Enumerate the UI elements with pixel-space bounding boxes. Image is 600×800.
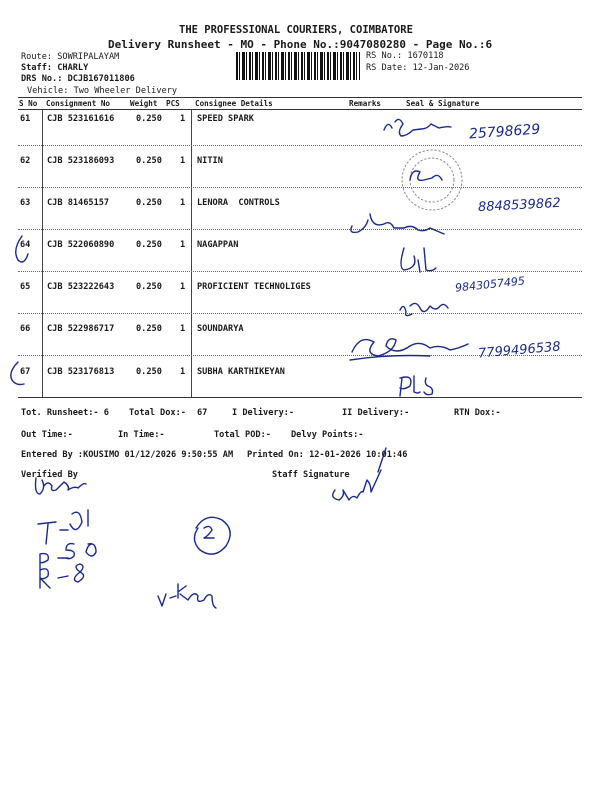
signature-64 — [401, 248, 436, 272]
circle-64 — [16, 236, 31, 262]
i-delivery: I Delivery:- — [232, 408, 295, 418]
row-consignment: CJB 523222643 — [47, 282, 115, 292]
row-consignee: PROFICIENT TECHNOLIGES — [197, 282, 311, 292]
row-consignment: CJB 523186093 — [47, 156, 115, 166]
entered-by: Entered By :KOUSIMO 01/12/2026 9:50:55 AM — [21, 450, 234, 460]
in-time: In Time:- — [118, 430, 165, 440]
handwritten-phone-66: 7799496538 — [477, 339, 562, 362]
drs-number: DRS No.: DCJB167011806 — [21, 74, 135, 84]
rs-date: RS Date: 12-Jan-2026 — [366, 63, 470, 73]
ii-delivery: II Delivery:- — [342, 408, 410, 418]
total-dox: Total Dox:- — [129, 408, 186, 418]
staff-signature-ink — [333, 448, 386, 500]
total-pod: Total POD:- — [214, 430, 271, 440]
company-name: THE PROFESSIONAL COURIERS, COIMBATORE — [179, 24, 413, 36]
row-consignment: CJB 522986717 — [47, 324, 115, 334]
row-pcs: 1 — [180, 198, 186, 208]
row-sno: 61 — [20, 114, 31, 124]
row-weight: 0.250 — [136, 156, 162, 166]
col-pcs: PCS — [166, 99, 180, 108]
tally-ink — [38, 510, 96, 588]
col-consignment: Consignment No — [46, 99, 111, 108]
row-pcs: 1 — [180, 114, 186, 124]
row-sno: 65 — [20, 282, 31, 292]
row-consignee: SPEED SPARK — [197, 114, 254, 124]
col-consignee: Consignee Details — [195, 99, 273, 108]
row-pcs: 1 — [180, 240, 186, 250]
runsheet-title: Delivery Runsheet - MO - Phone No.:9047080280 - Page No.:6 — [108, 38, 493, 51]
circled-number-ink — [194, 517, 230, 554]
row-weight: 0.250 — [136, 114, 162, 124]
row-consignee: LENORA CONTROLS — [197, 198, 280, 208]
col-sno: S No — [19, 99, 38, 108]
row-weight: 0.250 — [136, 198, 162, 208]
signature-66 — [352, 339, 468, 356]
col-weight: Weight — [130, 99, 158, 108]
signature-67 — [400, 376, 433, 396]
tot-runsheet: Tot. Runsheet:- 6 — [21, 408, 109, 418]
row-sno: 66 — [20, 324, 31, 334]
row-weight: 0.250 — [136, 324, 162, 334]
bottom-scribble — [158, 584, 216, 608]
handwritten-phone-61: 25798629 — [468, 121, 541, 143]
handwritten-phone-65: 9843057495 — [454, 274, 526, 295]
signature-61 — [384, 119, 451, 136]
row-pcs: 1 — [180, 324, 186, 334]
row-sno: 62 — [20, 156, 31, 166]
staff-signature-label: Staff Signature — [272, 470, 350, 480]
row-consignment: CJB 522060890 — [47, 240, 115, 250]
row-weight: 0.250 — [136, 240, 162, 250]
handwritten-phone-63: 8848539862 — [477, 195, 562, 216]
col-seal-signature: Seal & Signature — [406, 99, 480, 108]
circle-67 — [11, 362, 24, 385]
verified-by: Verified By — [21, 470, 78, 480]
total-dox-value: 67 — [197, 408, 208, 418]
signature-63 — [351, 214, 444, 234]
row-consignee: NITIN — [197, 156, 223, 166]
row-consignment: CJB 523161616 — [47, 114, 115, 124]
out-time: Out Time:- — [21, 430, 73, 440]
staff: Staff: CHARLY — [21, 63, 89, 73]
rs-number: RS No.: 1670118 — [366, 51, 444, 61]
row-consignee: SUBHA KARTHIKEYAN — [197, 367, 285, 377]
row-sno: 64 — [20, 240, 31, 250]
delvy-points: Delvy Points:- — [291, 430, 364, 440]
verified-signature — [36, 478, 87, 494]
row-weight: 0.250 — [136, 282, 162, 292]
printed-on: Printed On: 12-01-2026 10:01:46 — [247, 450, 408, 460]
signature-62 — [410, 171, 442, 180]
row-sno: 63 — [20, 198, 31, 208]
route: Route: SOWRIPALAYAM — [21, 52, 120, 62]
row-consignee: NAGAPPAN — [197, 240, 239, 250]
row-consignment: CJB 81465157 — [47, 198, 110, 208]
row-consignee: SOUNDARYA — [197, 324, 244, 334]
vehicle: Vehicle: Two Wheeler Delivery — [27, 86, 178, 96]
row-pcs: 1 — [180, 367, 186, 377]
row-pcs: 1 — [180, 282, 186, 292]
row-weight: 0.250 — [136, 367, 162, 377]
signature-65 — [400, 303, 448, 315]
rtn-dox: RTN Dox:- — [454, 408, 501, 418]
col-remarks: Remarks — [349, 99, 382, 108]
row-sno: 67 — [20, 367, 31, 377]
row-consignment: CJB 523176813 — [47, 367, 115, 377]
row-pcs: 1 — [180, 156, 186, 166]
